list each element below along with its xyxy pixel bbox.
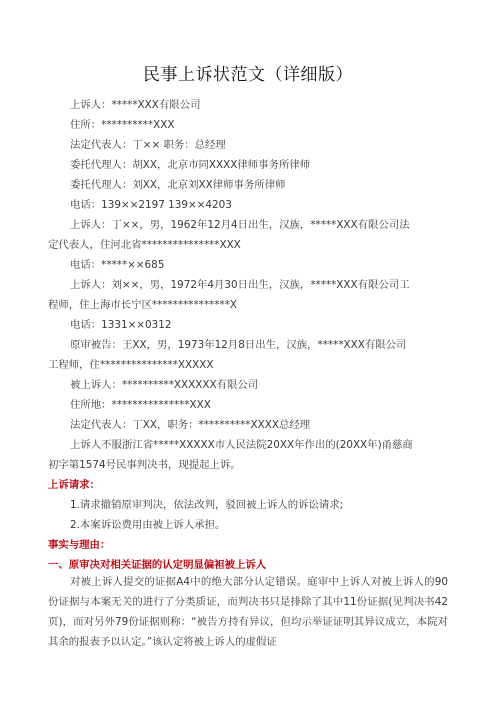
appellant-company: 上诉人：*****XXX有限公司 — [70, 99, 201, 111]
appellant-2-line-1: 上诉人：丁××，男，1962年12月4日出生，汉族，*****XXX有限公司法 — [70, 219, 410, 231]
appeal-statement-line-2: 初字第1574号民事判决书，现提起上诉。 — [48, 459, 241, 471]
section-1-body: 对被上诉人提交的证据A4中的绝大部分认定错误。庭审中上诉人对被上诉人的90份证据与本案无关的进行了分类质证，而判决书只是排除了其中11份证据(见判决书42页)，而对另外79份证据则称：“被告方持有异议，但均示举证证明其异议成立，本院对其余的报表予以认定。”该认定将被上诉人的虚假证 — [48, 576, 448, 648]
appellant-3-line-2: 程师，住上海市长宁区***************X — [48, 299, 237, 311]
appellant-3-phone: 电话：1331××0312 — [70, 319, 172, 331]
section-1-heading: 一、原审决对相关证据的认定明显偏袒被上诉人 — [48, 559, 267, 571]
appellant-3-line-1: 上诉人：刘××，男，1972年4月30日出生，汉族，*****XXX有限公司工 — [70, 279, 410, 291]
agent-1: 委托代理人：胡XX，北京市同XXXX律师事务所律师 — [70, 159, 311, 171]
request-item: 1.请求撤销原审判决，依法改判，驳回被上诉人的诉讼请求; — [70, 499, 344, 511]
request-item: 2.本案诉讼费用由被上诉人承担。 — [70, 519, 226, 531]
original-defendant-line-1: 原审被告：王XX，男，1973年12月8日出生，汉族，*****XXX有限公司 — [70, 339, 407, 351]
facts-heading: 事实与理由： — [48, 539, 111, 551]
legal-representative: 法定代表人：丁×× 职务：总经理 — [70, 139, 226, 151]
agent-phone: 电话：139××2197 139××4203 — [70, 199, 232, 211]
appellee-company: 被上诉人：**********XXXXXX有限公司 — [70, 379, 259, 391]
appellant-2-line-2: 定代表人，住河北省***************XXX — [48, 239, 241, 251]
appellant-2-phone: 电话：*****××685 — [70, 259, 165, 271]
appellee-address: 住所地：***************XXX — [70, 399, 211, 411]
requests-heading: 上诉请求： — [48, 479, 100, 491]
appeal-statement-line-1: 上诉人不服浙江省*****XXXXX市人民法院20XX年作出的(20XX年)甬慈商 — [70, 439, 413, 451]
original-defendant-line-2: 工程师，住***************XXXXX — [48, 359, 214, 371]
document-title: 民事上诉状范文（详细版） — [143, 65, 353, 85]
agent-2: 委托代理人：刘XX，北京刘XX律师事务所律师 — [70, 179, 286, 191]
appellee-representative: 法定代表人：丁XX，职务：**********XXXX总经理 — [70, 419, 311, 431]
company-address: 住所：**********XXX — [70, 119, 175, 131]
